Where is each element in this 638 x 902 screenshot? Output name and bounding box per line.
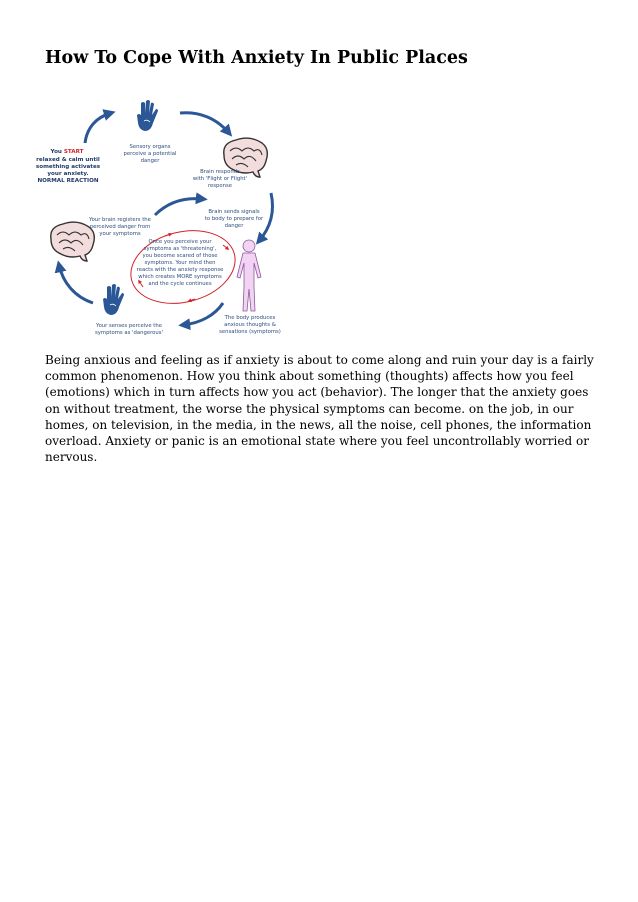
registers-line-2: perceived danger from (89, 224, 151, 230)
arrow-registers-to-signals (155, 199, 203, 215)
start-line-4: NORMAL REACTION (37, 178, 99, 184)
sensory-line-2: perceive a potential (123, 151, 177, 157)
svg-text:You START (50, 149, 84, 155)
human-body-icon (237, 240, 261, 311)
arrow-senses-to-brain (180, 113, 229, 133)
hand-icon (137, 100, 158, 131)
signals-caption (205, 209, 264, 229)
sensory-caption (124, 144, 177, 164)
start-line-1: relaxed & calm until (36, 157, 100, 163)
registers-line-3: your symptoms (99, 231, 141, 237)
anxiety-cycle-diagram (35, 95, 285, 345)
registers-line-1: Your brain registers the (89, 217, 151, 223)
start-line-2: something activates (35, 164, 101, 170)
hand-icon (103, 284, 124, 315)
senses-line-1: Your senses perceive the (96, 323, 162, 329)
cycle-line-2: symptoms as 'threatening', (143, 246, 217, 252)
start-line-3: your anxiety. (47, 171, 89, 177)
cycle-line-5: reacts with the anxiety response (136, 267, 224, 273)
article-body: Being anxious and feeling as if anxiety is about to come along and ruin your day is a fairly common phenomenon. How you think about something (thoughts) affects how you feel (emotions) which in turn affects how you act (behavior). The longer that the anxiety goes on without treatment, the worse the physical symptoms can become. on the job, in our homes, on television, in the media, in the news, all the noise, cell phones, the information overload. Anxiety or panic is an emotional state where you feel uncontrollably worried or nervous. (45, 353, 594, 465)
arrow-start-to-senses (85, 113, 111, 143)
brain-line-1: Brain responds (200, 169, 240, 175)
signals-line-2: to body to prepare for (204, 216, 264, 222)
body-caption (219, 315, 281, 335)
arrow-senses-to-registers (59, 265, 93, 303)
cycle-line-4: symptoms. Your mind then (144, 260, 216, 266)
brain-response-caption (193, 169, 247, 189)
start-prefix-text: You (50, 149, 64, 155)
senses-caption (95, 323, 163, 336)
senses-line-2: symptoms as 'dangerous' (95, 330, 163, 336)
brain-line-3: response (207, 183, 233, 189)
sensory-line-1: Sensory organs (129, 144, 171, 150)
brain-icon (51, 222, 95, 261)
cycle-line-1: Once you perceive your (148, 239, 212, 245)
page-title: How To Cope With Anxiety In Public Places (45, 48, 468, 68)
start-word-text: START (63, 149, 84, 155)
anxiety-cycle-svg (35, 95, 285, 345)
cycle-line-7: and the cycle continues (148, 281, 212, 287)
signals-line-1: Brain sends signals (208, 209, 260, 215)
arrow-body-to-senses (183, 303, 223, 325)
registers-caption (88, 217, 151, 237)
body-line-1: The body produces (224, 315, 276, 321)
body-line-3: sensations (symptoms) (219, 329, 281, 335)
sensory-line-3: danger (140, 158, 160, 164)
cycle-line-6: which creates MORE symptoms (138, 274, 222, 280)
brain-line-2: with 'Flight or Flight' (192, 176, 248, 182)
signals-line-3: danger (224, 223, 244, 229)
body-line-2: anxious thoughts & (224, 322, 276, 328)
cycle-caption (137, 239, 224, 287)
start-caption (36, 149, 101, 184)
cycle-line-3: you become scared of those (142, 253, 218, 259)
